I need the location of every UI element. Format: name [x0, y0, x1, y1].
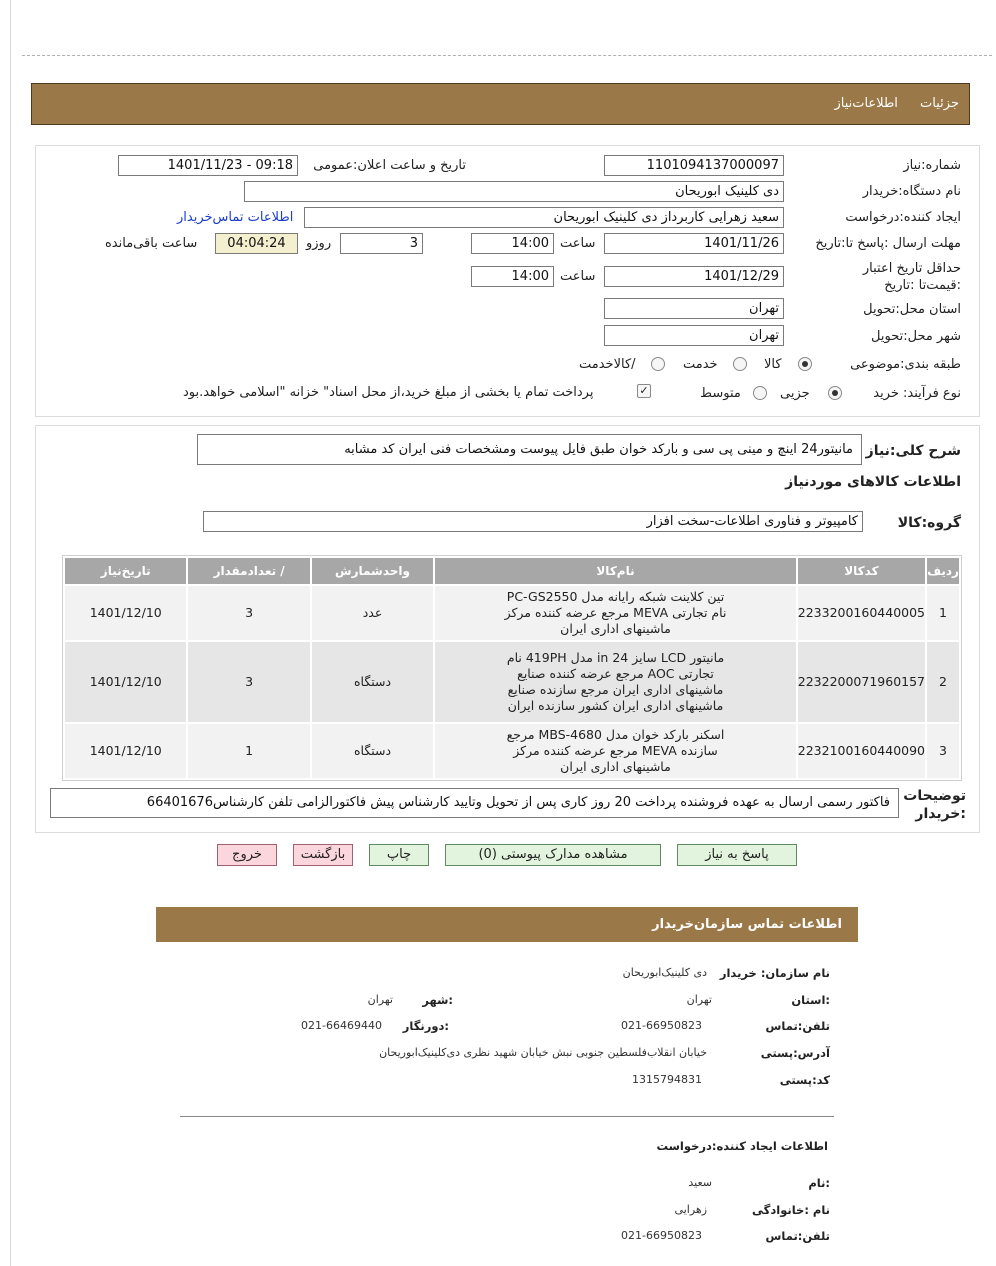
creator-name-label: :نام [808, 1176, 830, 1190]
page-left-border [10, 0, 11, 1266]
cell-unit: عدد [312, 586, 433, 640]
tab-need-info[interactable]: اطلاعات‌نیاز [834, 96, 898, 111]
contact-province-value: تهران [686, 993, 712, 1006]
buyer-org-field: دی کلینیک ابوریحان [244, 181, 784, 202]
remaining-days-label: روزو [306, 236, 332, 251]
contact-org-label: نام سازمان: خریدار [719, 966, 830, 980]
goods-table [62, 555, 962, 781]
exit-button[interactable]: خروج [217, 844, 277, 866]
cell-code: 2233200160440005 [798, 586, 925, 640]
cell-name [435, 642, 796, 722]
buyer-notes-label: توضیحات :خریدار [903, 788, 966, 822]
contact-postal-label: کد:پستی [779, 1073, 830, 1087]
cell-qty: 3 [188, 586, 309, 640]
print-button[interactable]: چاپ [369, 844, 429, 866]
process-medium-label: متوسط [700, 386, 741, 401]
contact-org-value: دی کلینیک‌ابوریحان [622, 966, 707, 979]
contact-city-label: :شهر [422, 993, 453, 1007]
cell-name-text: اسکنر بارکد خوان مدل MBS-4680 مرجع سازنده MEVA مرجع عرضه کننده مرکز ماشینهای اداری ایران [506, 727, 725, 774]
tab-details[interactable]: جزئیات [920, 96, 959, 111]
process-type-label: نوع فرآیند: خرید [873, 386, 961, 401]
col-name: نام‌کالا [435, 558, 796, 584]
remaining-time-field: 04:04:24 [215, 233, 298, 254]
cell-date: 1401/12/10 [65, 586, 186, 640]
buyer-contact-link[interactable]: اطلاعات تماس‌خریدار [177, 210, 294, 225]
creator-info-title: اطلاعات ایجاد کننده:درخواست [656, 1139, 828, 1153]
contact-city-value: تهران [367, 993, 393, 1006]
contact-fax-value: 021-66469440 [301, 1019, 382, 1032]
creator-phone-label: تلفن:تماس [765, 1229, 830, 1243]
need-number-label: شماره:نیاز [903, 158, 961, 173]
price-validity-time-label: ساعت [560, 269, 596, 284]
reply-deadline-label: مهلت ارسال :پاسخ تا:تاریخ [815, 236, 961, 251]
col-code: کدکالا [798, 558, 925, 584]
buyer-contact-header: اطلاعات تماس سازمان‌خریدار [156, 907, 858, 942]
price-validity-time: 14:00 [471, 266, 554, 287]
process-partial-radio[interactable] [828, 386, 842, 400]
buyer-org-label: نام دستگاه:خریدار [862, 184, 961, 199]
contact-divider [180, 1116, 834, 1117]
top-divider [22, 55, 992, 56]
cell-date: 1401/12/10 [65, 642, 186, 722]
summary-field: مانیتور24 اینچ و مینی پی سی و بارکد خوان طبق فایل پیوست ومشخصات فنی ایران کد مشابه [197, 434, 862, 465]
cell-qty: 1 [188, 724, 309, 778]
creator-label: ایجاد کننده:درخواست [845, 210, 961, 225]
details-header-bar [31, 83, 970, 125]
contact-address-value: خیابان انقلاب‌فلسطین جنوبی نبش خیابان شهید نظری دی‌کلینیک‌ابوریحان [379, 1046, 707, 1059]
cell-name [435, 586, 796, 640]
price-validity-label: حداقل تاریخ اعتبار :قیمت‌تا :تاریخ [862, 261, 961, 293]
cell-row: 1 [927, 586, 959, 640]
category-service-radio[interactable] [733, 357, 747, 371]
summary-label: شرح کلی:نیاز [865, 443, 961, 459]
contact-province-label: :استان [791, 993, 830, 1007]
col-row: ردیف [927, 558, 959, 584]
cell-unit: دستگاه [312, 724, 433, 778]
col-unit: واحدشمارش [312, 558, 433, 584]
process-medium-radio[interactable] [753, 386, 767, 400]
cell-row: 3 [927, 724, 959, 778]
category-both-label: /کالاخدمت [579, 357, 636, 372]
contact-postal-value: 1315794831 [632, 1073, 702, 1086]
cell-unit: دستگاه [312, 642, 433, 722]
treasury-payment-note: پرداخت تمام یا بخشی از مبلغ خرید،از محل اسناد" خزانه "اسلامی خواهد.بود [183, 385, 594, 400]
reply-deadline-time: 14:00 [471, 233, 554, 254]
contact-fax-label: :دورنگار [402, 1019, 449, 1033]
price-validity-date: 1401/12/29 [604, 266, 784, 287]
remaining-days-field: 3 [340, 233, 423, 254]
announce-datetime-field: 1401/11/23 - 09:18 [118, 155, 298, 176]
goods-table-header [65, 558, 959, 584]
contact-phone-value: 021-66950823 [621, 1019, 702, 1032]
cell-name [435, 724, 796, 778]
cell-qty: 3 [188, 642, 309, 722]
delivery-province-field: تهران [604, 298, 784, 319]
category-goods-label: کالا [764, 357, 782, 372]
treasury-payment-checkbox[interactable]: ✓ [637, 384, 651, 398]
contact-phone-label: تلفن:تماس [765, 1019, 830, 1033]
cell-row: 2 [927, 642, 959, 722]
creator-phone-value: 021-66950823 [621, 1229, 702, 1242]
reply-button[interactable]: پاسخ به نیاز [677, 844, 797, 866]
creator-field: سعید زهرایی کاربرداز دی کلینیک ابوریحان [304, 207, 784, 228]
buyer-notes-field: فاکتور رسمی ارسال به عهده فروشنده پرداخت 20 روز کاری پس از تحویل وتایید کارشناس پیش فاکتورالزامی تلفن کارشناس66401676 [50, 788, 899, 818]
cell-date: 1401/12/10 [65, 724, 186, 778]
remaining-time-label: ساعت باقی‌مانده [105, 236, 198, 251]
table-row [65, 724, 959, 778]
delivery-province-label: استان محل:تحویل [863, 302, 961, 317]
contact-address-label: آدرس:پستی [760, 1046, 830, 1060]
category-both-radio[interactable] [651, 357, 665, 371]
cell-code: 2232100160440090 [798, 724, 925, 778]
table-row [65, 586, 959, 640]
creator-family-value: زهرایی [674, 1203, 707, 1216]
creator-family-label: نام :خانوادگی [752, 1203, 830, 1217]
process-partial-label: جزیی [780, 386, 810, 401]
reply-deadline-date: 1401/11/26 [604, 233, 784, 254]
delivery-city-label: شهر محل:تحویل [871, 329, 961, 344]
category-service-label: خدمت [683, 357, 718, 372]
goods-group-label: گروه:کالا [897, 515, 961, 531]
cell-name-text: مانیتور LCD سایز 24 in مدل 419PH نام تجارتی AOC مرجع عرضه کننده صنایع ماشینهای اداری ایران مرجع سازنده صنایع ماشینهای اداری ایران کشور سازنده ایران [506, 650, 725, 713]
delivery-city-field: تهران [604, 325, 784, 346]
announce-datetime-label: تاریخ و ساعت اعلان:عمومی [313, 158, 466, 173]
need-number-field: 1101094137000097 [604, 155, 784, 176]
category-label: طبقه بندی:موضوعی [850, 357, 961, 372]
creator-name-value: سعید [688, 1176, 712, 1189]
cell-name-text: تین کلاینت شبکه رایانه مدل PC-GS2550 نام تجارتی MEVA مرجع عرضه کننده مرکز ماشینهای اداری ایران [504, 589, 727, 636]
table-row [65, 642, 959, 722]
category-goods-radio[interactable] [798, 357, 812, 371]
view-attachments-button[interactable]: مشاهده مدارک پیوستی (0) [445, 844, 661, 866]
col-qty: / تعدادمقدار [188, 558, 309, 584]
back-button[interactable]: بازگشت [293, 844, 353, 866]
goods-group-field: کامپیوتر و فناوری اطلاعات-سخت افزار [203, 511, 863, 532]
reply-deadline-time-label: ساعت [560, 236, 596, 251]
goods-info-title: اطلاعات کالاهای موردنیاز [785, 474, 961, 490]
cell-code: 2232200071960157 [798, 642, 925, 722]
col-date: تاریخ‌نیاز [65, 558, 186, 584]
